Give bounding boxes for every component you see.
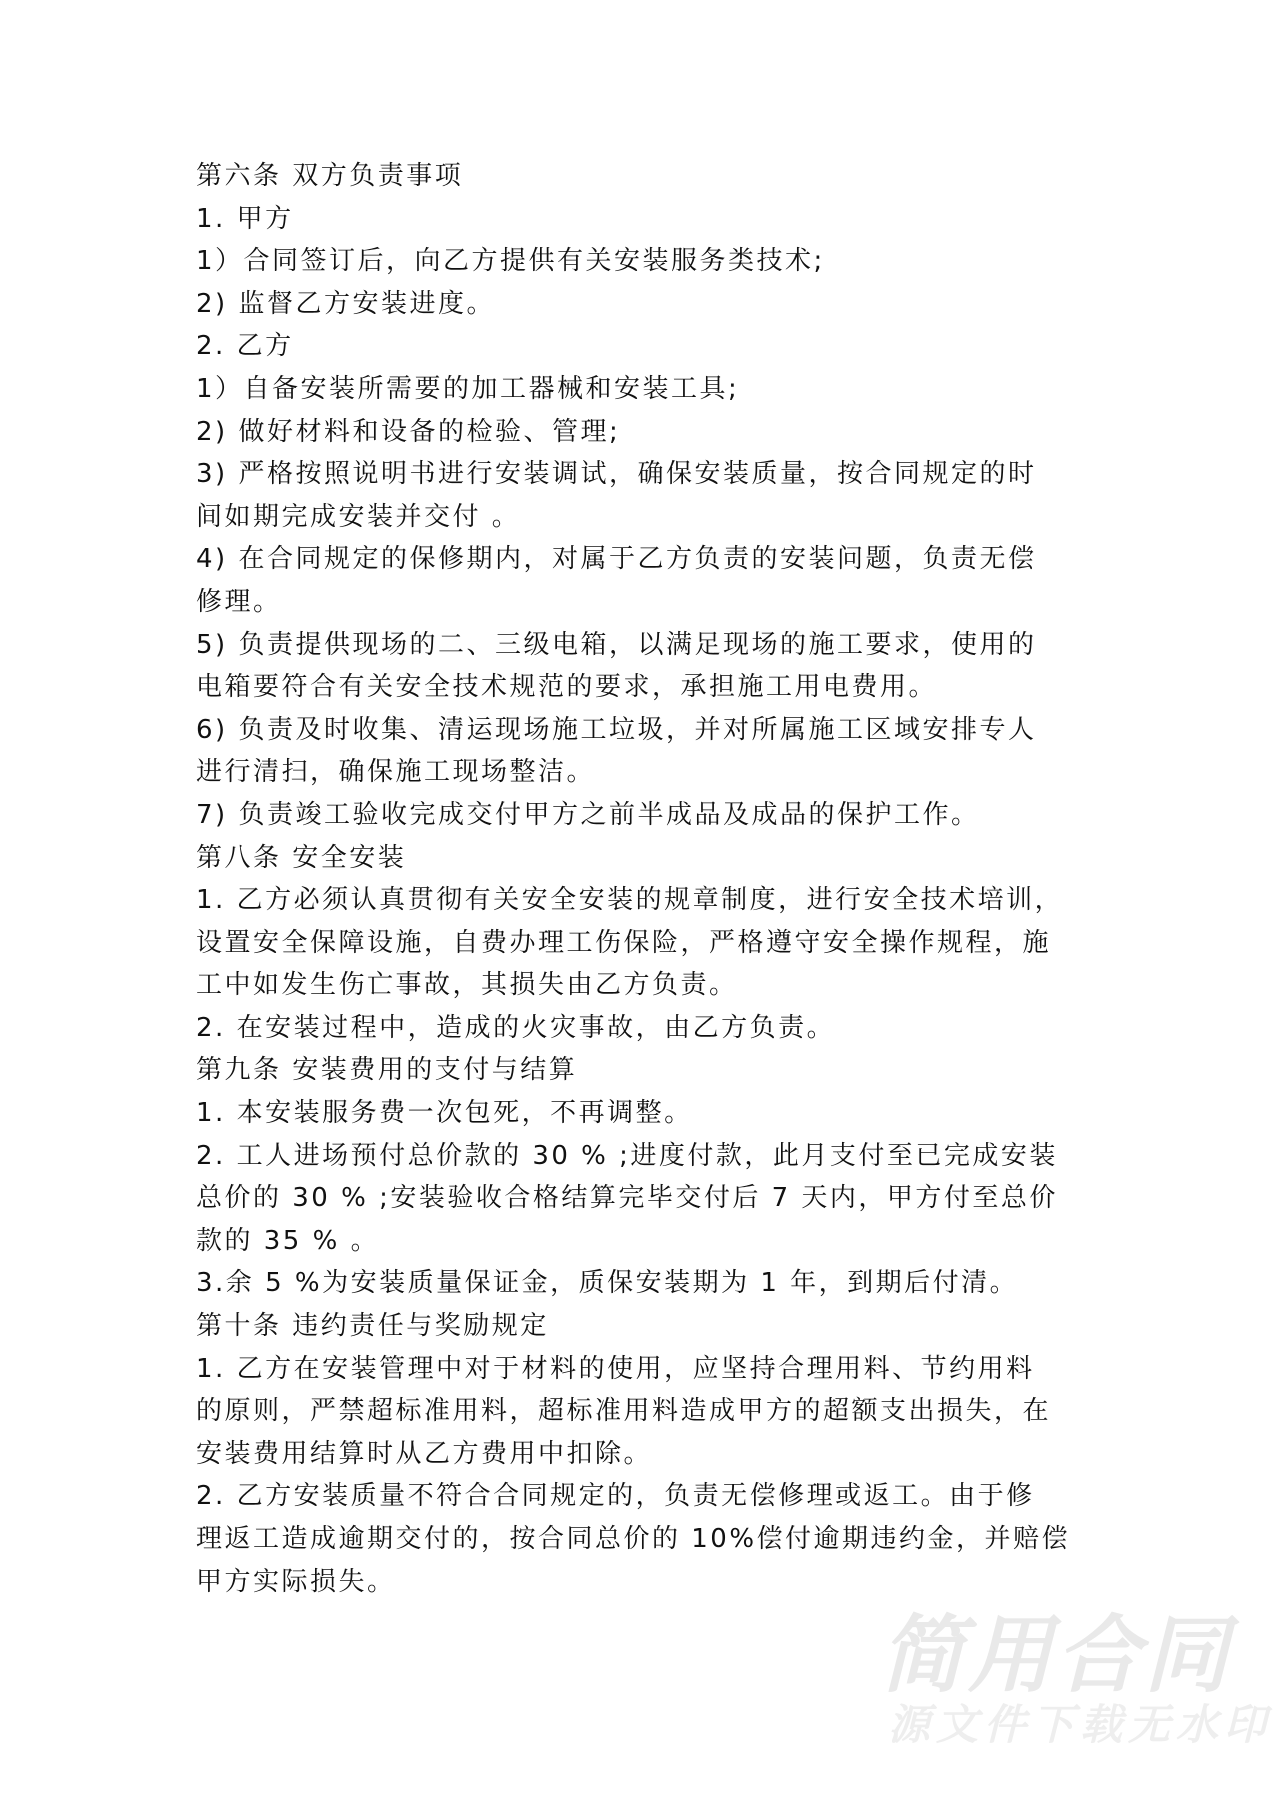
paragraph-line: 5) 负责提供现场的二、三级电箱，以满足现场的施工要求，使用的 [196, 629, 1037, 660]
document-body [196, 155, 1096, 1603]
watermark-subtitle: 源文件下载无水印 [888, 1700, 1273, 1749]
paragraph-line: 工中如发生伤亡事故，其损失由乙方负责。 [196, 970, 738, 1001]
paragraph-line: 总价的 30 % ;安装验收合格结算完毕交付后 7 天内，甲方付至总价 [196, 1183, 1058, 1214]
paragraph-line: 1. 乙方必须认真贯彻有关安全安装的规章制度，进行安全技术培训， [196, 885, 1064, 916]
watermark-title: 简用合同 [880, 1606, 1233, 1704]
paragraph-line: 的原则，严禁超标准用料，超标准用料造成甲方的超额支出损失，在 [196, 1396, 1052, 1427]
paragraph-line: 进行清扫，确保施工现场整洁。 [196, 757, 596, 788]
paragraph-line: 款的 35 % 。 [196, 1225, 380, 1256]
section-heading: 第十条 违约责任与奖励规定 [196, 1311, 549, 1342]
paragraph-line: 设置安全保障设施，自费办理工伤保险，严格遵守安全操作规程，施 [196, 927, 1052, 958]
paragraph-line: 间如期完成安装并交付 。 [196, 501, 521, 532]
paragraph-line: 1. 甲方 [196, 203, 294, 234]
paragraph-line: 2. 乙方安装质量不符合合同规定的，负责无偿修理或返工。由于修 [196, 1481, 1035, 1512]
paragraph-line: 电箱要符合有关安全技术规范的要求，承担施工用电费用。 [196, 672, 938, 703]
paragraph-line: 安装费用结算时从乙方费用中扣除。 [196, 1438, 653, 1469]
paragraph-line: 1）合同签订后，向乙方提供有关安装服务类技术; [196, 246, 825, 277]
paragraph-line: 1. 本安装服务费一次包死，不再调整。 [196, 1098, 693, 1129]
section-heading: 第九条 安装费用的支付与结算 [196, 1055, 578, 1086]
paragraph-line: 理返工造成逾期交付的，按合同总价的 10%偿付逾期违约金，并赔偿 [196, 1524, 1071, 1554]
paragraph-line: 2) 监督乙方安装进度。 [196, 288, 495, 319]
paragraph-line: 7) 负责竣工验收完成交付甲方之前半成品及成品的保护工作。 [196, 799, 980, 830]
paragraph-line: 2. 在安装过程中，造成的火灾事故，由乙方负责。 [196, 1012, 836, 1043]
paragraph-line: 3) 严格按照说明书进行安装调试，确保安装质量，按合同规定的时 [196, 459, 1037, 490]
paragraph-line: 修理。 [196, 586, 282, 617]
paragraph-line: 6) 负责及时收集、清运现场施工垃圾，并对所属施工区域安排专人 [196, 714, 1037, 745]
paragraph-line: 2) 做好材料和设备的检验、管理; [196, 416, 621, 447]
paragraph-line: 3.余 5 %为安装质量保证金，质保安装期为 1 年，到期后付清。 [196, 1268, 1019, 1299]
paragraph-line: 1）自备安装所需要的加工器械和安装工具; [196, 373, 740, 404]
paragraph-line: 甲方实际损失。 [196, 1566, 396, 1597]
paragraph-line: 2. 工人进场预付总价款的 30 % ;进度付款，此月支付至已完成安装 [196, 1140, 1058, 1171]
paragraph-line: 4) 在合同规定的保修期内，对属于乙方负责的安装问题，负责无偿 [196, 544, 1037, 575]
paragraph-line: 2. 乙方 [196, 331, 294, 362]
section-heading: 第六条 双方负责事项 [196, 161, 464, 191]
paragraph-line: 1. 乙方在安装管理中对于材料的使用，应坚持合理用料、节约用料 [196, 1353, 1035, 1384]
section-heading: 第八条 安全安装 [196, 842, 407, 873]
